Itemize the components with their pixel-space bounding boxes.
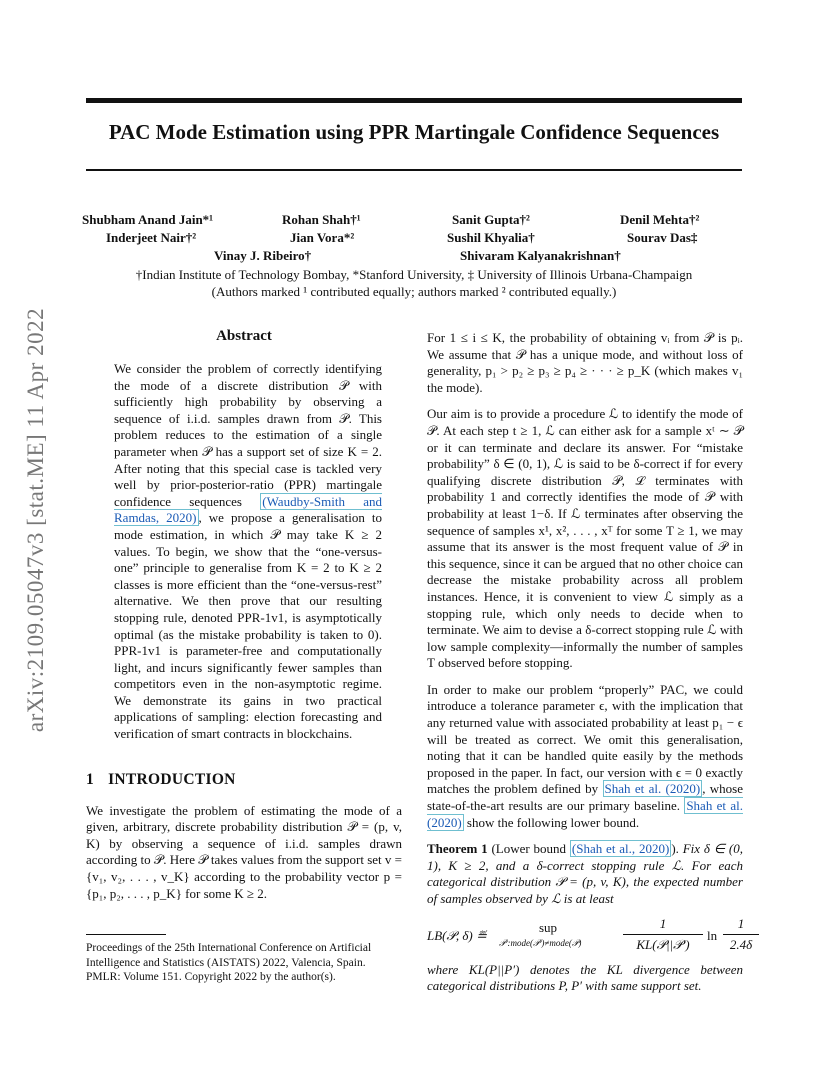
citation-link[interactable]: (Waudby-Smith and Ramdas, 2020)	[114, 493, 382, 526]
section-title: INTRODUCTION	[108, 770, 236, 788]
paragraph: Our aim is to provide a procedure ℒ to identify the mode of 𝒫. At each step t ≥ 1, ℒ can either ask for a sample xᵗ ∼ 𝒫 or it can terminate and declare its answer. For “mistake probability” δ ∈ (0, 1), ℒ is said to be δ-correct if for every qualifying discrete distribution 𝒫, ℒ terminates with probability 1 and correctly identifies the mode of 𝒫 with probability at least 1−δ. If ℒ terminates after observing the sequence of samples x¹, x², . . . , xᵀ for some T ≥ 1, we may assume that its answer is the most frequent value of 𝒫 in this sequence, since it can be argued that no other choice can decrease the mistake probability across all problem instances. Hence, it is convenient to view ℒ simply as a stopping rule, which only needs to decide when to terminate. We aim to devise a δ-correct stopping rule ℒ with low sample complexity—informally the number of samples T observed before stopping.	[427, 406, 743, 671]
section-heading	[86, 771, 402, 789]
paragraph: For 1 ≤ i ≤ K, the probability of obtaining vᵢ from 𝒫 is pᵢ. We assume that 𝒫 has a unique mode, and without loss of generality, p₁ > p₂ ≥ p₃ ≥ p₄ ≥ · · · ≥ p_K (which makes v₁ the mode).	[427, 330, 743, 395]
author: Vinay J. Ribeiro†	[214, 248, 312, 263]
intro-paragraph: We investigate the problem of estimating the mode of a given, arbitrary, discrete probability distribution 𝒫 = (p, v, K) by observing a sequence of i.i.d. samples drawn according to 𝒫. Here 𝒫 takes values from the support set v = {v₁, v₂, . . . , v_K} according to the probability vector p = {p₁, p₂, . . . , p_K} for some K ≥ 2.	[86, 802, 402, 901]
author: Denil Mehta†²	[620, 212, 700, 227]
author: Rohan Shah†¹	[282, 212, 361, 227]
numerator: 1	[659, 915, 667, 931]
author: Jian Vora*²	[290, 230, 355, 245]
denominator: 2.4δ	[729, 936, 753, 952]
fraction-bar	[723, 934, 759, 935]
author-row-1	[76, 212, 752, 230]
contribution-note: (Authors marked ¹ contributed equally; authors marked ² contributed equally.)	[211, 284, 617, 299]
affiliation-line: †Indian Institute of Technology Bombay, *Stanford University, ‡ University of Illinois Urbana-Champaign	[135, 267, 693, 282]
fraction-bar	[623, 934, 703, 935]
author: Sushil Khyalia†	[447, 230, 535, 245]
formula-lhs: LB(𝒫, δ) ≝	[427, 927, 487, 943]
left-column	[86, 328, 402, 912]
abstract-heading: Abstract	[216, 328, 272, 344]
paragraph	[427, 682, 743, 831]
theorem-text: ).	[671, 841, 683, 857]
formula-subscript: 𝒫′:mode(𝒫′)≠mode(𝒫)	[499, 937, 582, 948]
author-block	[76, 212, 752, 266]
right-column	[427, 330, 753, 1005]
formula-ln: ln	[707, 927, 718, 943]
theorem-label: Theorem 1	[427, 841, 488, 857]
paragraph	[427, 962, 743, 995]
paragraph-text: In order to make our problem “properly” PAC, we could introduce a tolerance parameter ϵ, with the implication that any returned value with associated probability at least p₁ − ϵ will be treated as correct. We omit this generalisation, noting that it can be handled quite easily by the methods proposed in the paper. In fact, our version with ϵ = 0 exactly matches the problem defined by	[427, 681, 743, 797]
author: Sanit Gupta†²	[452, 212, 530, 227]
formula-fraction	[723, 916, 759, 953]
citation-link[interactable]: Shah et al. (2020)	[427, 798, 743, 830]
footnote-rule	[86, 934, 166, 935]
citation-link[interactable]: Shah et al. (2020)	[604, 781, 701, 797]
title-rule	[86, 169, 742, 171]
theorem-body: Fix δ ∈ (0, 1), K ≥ 2, and a δ-correct stopping rule ℒ. For each categorical distribution 𝒫 = (p, v, K), the expected number of samples observed by ℒ is at least	[427, 841, 743, 906]
author: Sourav Das‡	[627, 230, 698, 245]
arxiv-id: arXiv:2109.05047v3 [stat.ME] 11 Apr 2022	[23, 307, 48, 733]
abstract-body	[114, 361, 382, 743]
section-number: 1	[86, 770, 95, 788]
denominator: KL(𝒫||𝒫′)	[636, 936, 690, 952]
author-row-3	[76, 248, 752, 266]
author-row-2	[76, 230, 752, 248]
arxiv-sidebar	[18, 270, 54, 770]
abstract-text: , we propose a generalisation to mode estimation, in which 𝒫 may take K ≥ 2 values. To begin, we show that the “one-versus-one” principle to generalise from K = 2 to K ≥ 2 classes is more efficient than the “one-versus-rest” alternative. We then prove that our resulting stopping rule, denoted PPR-1v1, is asymptotically optimal (as the mistake probability is taken to 0). PPR-1v1 is parameter-free and computationally light, and incurs significantly fewer samples than competitors even in the non-asymptotic regime. We demonstrate its gains in two practical applications of sampling: election forecasting and verification of smart contracts in blockchains.	[114, 510, 382, 742]
theorem	[427, 841, 743, 907]
citation-link[interactable]: (Shah et al., 2020)	[571, 841, 670, 857]
paper-title: PAC Mode Estimation using PPR Martingale Confidence Sequences	[108, 120, 720, 144]
top-rule	[86, 98, 742, 103]
abstract-text: We consider the problem of correctly identifying the mode of a discrete distribution 𝒫 with sufficiently high probability by observing a sequence of i.i.d. samples drawn from 𝒫. This problem reduces to the estimation of a single parameter when 𝒫 has a support set of size K = 2. After noting that this special case is tackled very well by prior-posterior-ratio (PPR) martingale confidence sequences	[114, 361, 382, 509]
numerator: 1	[737, 915, 745, 931]
theorem-text: (Lower bound	[487, 841, 570, 857]
lower-bound-formula	[427, 915, 753, 956]
affiliations	[86, 266, 742, 300]
formula-fraction	[623, 916, 703, 953]
footnote	[86, 934, 402, 985]
author: Shivaram Kalyanakrishnan†	[460, 248, 621, 263]
paragraph-text: show the following lower bound.	[463, 814, 640, 830]
author: Inderjeet Nair†²	[106, 230, 197, 245]
formula-sup: sup	[539, 919, 558, 935]
paragraph-text: where KL(P||P′) denotes the KL divergence between categorical distributions P, P′ with same support set.	[427, 961, 743, 994]
author: Shubham Anand Jain*¹	[82, 212, 214, 227]
footnote-text: Proceedings of the 25th International Conference on Artificial Intelligence and Statistics (AISTATS) 2022, Valencia, Spain. PMLR: Volume 151. Copyright 2022 by the author(s).	[86, 942, 372, 984]
paragraph-text: , whose state-of-the-art results are our primary baseline.	[427, 781, 744, 814]
